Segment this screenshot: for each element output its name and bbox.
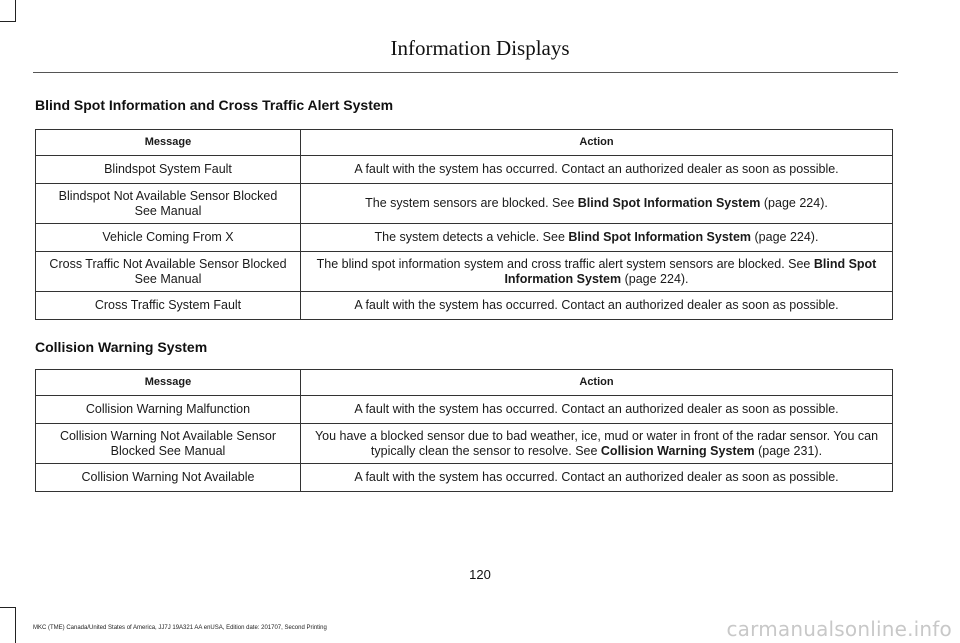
crop-mark (15, 0, 16, 22)
blind-spot-messages-table (35, 129, 893, 320)
section-heading-collision-warning: Collision Warning System (35, 339, 208, 355)
action-cell: The system sensors are blocked. See Blind Spot Information System (page 224). (301, 184, 893, 224)
message-cell: Vehicle Coming From X (36, 224, 301, 252)
column-header-message: Message (36, 130, 301, 156)
message-cell: Collision Warning Not Available Sensor Blocked See Manual (36, 424, 301, 464)
action-cell: The system detects a vehicle. See Blind Spot Information System (page 224). (301, 224, 893, 252)
action-cell: A fault with the system has occurred. Contact an authorized dealer as soon as possible. (301, 396, 893, 424)
column-header-action: Action (301, 370, 893, 396)
message-cell: Collision Warning Not Available (36, 464, 301, 492)
table-row (36, 156, 893, 184)
action-cell: A fault with the system has occurred. Contact an authorized dealer as soon as possible. (301, 464, 893, 492)
cross-reference: Blind Spot Information System (568, 230, 752, 244)
message-cell: Cross Traffic System Fault (36, 292, 301, 320)
action-cell: You have a blocked sensor due to bad weather, ice, mud or water in front of the radar sensor. You can typically clean the sensor to resolve. See Collision Warning System (page 231). (301, 424, 893, 464)
section-heading-blind-spot: Blind Spot Information and Cross Traffic Alert System (35, 97, 394, 113)
crop-mark (15, 607, 16, 643)
table-row (36, 464, 893, 492)
message-cell: Blindspot System Fault (36, 156, 301, 184)
table-row (36, 252, 893, 292)
table-row (36, 184, 893, 224)
action-cell: A fault with the system has occurred. Contact an authorized dealer as soon as possible. (301, 292, 893, 320)
watermark: carmanualsonline.info (726, 617, 952, 641)
edition-footer: MKC (TME) Canada/United States of America, JJ7J 19A321 AA enUSA, Edition date: 201707, Second Printing (33, 625, 327, 631)
header-divider (33, 72, 898, 73)
message-cell: Collision Warning Malfunction (36, 396, 301, 424)
cross-reference: Blind Spot Information System (577, 196, 761, 210)
table-row (36, 224, 893, 252)
page-title: Information Displays (390, 36, 570, 60)
table-row (36, 424, 893, 464)
crop-mark (0, 607, 16, 608)
crop-mark (0, 21, 16, 22)
cross-reference: Collision Warning System (600, 443, 755, 458)
action-cell: A fault with the system has occurred. Contact an authorized dealer as soon as possible. (301, 156, 893, 184)
message-cell: Blindspot Not Available Sensor Blocked See Manual (36, 184, 301, 224)
action-cell: The blind spot information system and cross traffic alert system sensors are blocked. See Blind Spot Information System (page 224). (301, 252, 893, 292)
column-header-message: Message (36, 370, 301, 396)
table-row (36, 292, 893, 320)
cross-reference: Blind Spot Information System (504, 256, 877, 286)
collision-warning-messages-table (35, 369, 893, 492)
message-cell: Cross Traffic Not Available Sensor Blocked See Manual (36, 252, 301, 292)
page-number: 120 (469, 567, 491, 582)
table-row (36, 396, 893, 424)
column-header-action: Action (301, 130, 893, 156)
